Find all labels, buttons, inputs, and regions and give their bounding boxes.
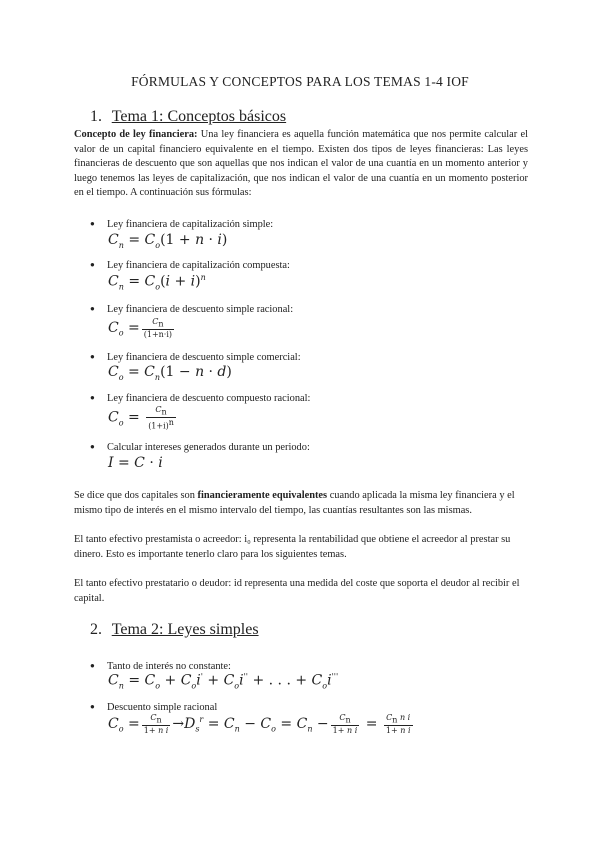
document-title: FÓRMULAS Y CONCEPTOS PARA LOS TEMAS 1-4 IOF — [131, 74, 469, 89]
formula-interes-no-constante: $C_n = C_o + C_oi' + C_oi''$ + . . . + $C_oi'''$ — [108, 672, 339, 691]
bullet-icon: ● — [90, 702, 95, 711]
bullet-icon: ● — [90, 304, 95, 313]
equiv-text-after: cuando aplicada la misma ley financiera y el mismo tipo de interés en el mismo intervalo del tiempo, las cuantías resultantes son las mismas. — [74, 490, 515, 516]
bullet-label: Tanto de interés no constante: — [107, 661, 231, 672]
bullet-icon: ● — [90, 393, 95, 402]
bullet-label: Ley financiera de descuento simple comercial: — [107, 352, 301, 363]
bullet-icon: ● — [90, 219, 95, 228]
section-1-heading — [90, 108, 286, 126]
bullet-intereses-periodo — [90, 440, 310, 454]
formula-descuento-simple-comercial: $C_o = C_n(1 - n \cdot d)$ — [108, 364, 232, 382]
bullet-interes-no-constante — [90, 659, 231, 673]
bullet-capitalizacion-compuesta — [90, 258, 290, 272]
bullet-icon: ● — [90, 352, 95, 361]
section-2-heading — [90, 621, 259, 639]
bullet-label: Descuento simple racional — [107, 702, 218, 713]
formula-descuento-simple-racional: $C_o$ = $\frac{C_n}{(1+n\cdot i)}$ — [108, 317, 173, 339]
section-2-number: 2. — [90, 621, 102, 638]
bullet-label: Ley financiera de capitalización compuesta: — [107, 260, 290, 271]
bullet-label: Ley financiera de descuento compuesto racional: — [107, 393, 311, 404]
formula-capitalizacion-compuesta: $C_n = C_o(i + i)^n$ — [108, 273, 206, 292]
equiv-term: financieramente equivalentes — [197, 490, 328, 501]
lender-rate-paragraph: El tanto efectivo prestamista o acreedor: i₀ representa la rentabilidad que obtiene el acreedor al prestar su dinero. Esto es importante tenerlo claro para los siguientes temas. — [74, 534, 511, 560]
formula-intereses: I = C · i — [108, 455, 163, 471]
bullet-descuento-simple-comercial — [90, 350, 301, 364]
formula-descuento-compuesto-racional: $C_o$ = $\frac{C_n}{(1+i)^n}$ — [108, 405, 174, 431]
equivalence-paragraph — [74, 489, 528, 518]
bullet-icon: ● — [90, 260, 95, 269]
bullet-label: Calcular intereses generados durante un periodo: — [107, 442, 310, 453]
intro-paragraph — [74, 128, 528, 201]
bullet-capitalizacion-simple — [90, 217, 273, 231]
formula-capitalizacion-simple: $C_n = C_o(1 + n \cdot i)$ — [108, 232, 228, 250]
bullet-icon: ● — [90, 442, 95, 451]
bullet-descuento-simple-racional-2 — [90, 700, 217, 714]
intro-term: Concepto de ley financiera: — [74, 129, 198, 140]
formula-descuento-simple-racional-2: $C_o$ = $\frac{C_n}{\text{1+ n i}}$ $\to D_s^r = C_n - C_o = C_n$ − $\frac{C_n}{\text{1+ n i}}$ = $\frac{C_n n i}{\text{1+ n i}}$ — [108, 713, 411, 735]
equiv-text-before: Se dice que dos capitales son — [74, 490, 198, 501]
bullet-descuento-simple-racional — [90, 302, 293, 316]
section-1-title: Tema 1: Conceptos básicos — [111, 108, 287, 125]
section-2-title: Tema 2: Leyes simples — [111, 621, 259, 638]
section-1-number: 1. — [90, 108, 102, 125]
bullet-descuento-compuesto-racional — [90, 391, 310, 405]
bullet-label: Ley financiera de descuento simple racional: — [107, 304, 294, 315]
bullet-icon: ● — [90, 661, 95, 670]
intro-text: Una ley financiera es aquella función matemática que nos permite calcular el valor de un capital financiero equivalente en el tiempo. Existen dos tipos de leyes financieras: Las leyes financieras de descuento que son aquellas que nos indican el valor de una cuantía en un momento anterior y luego tenemos las leyes de capitalización, que nos indican el valor de una cuantía en un momento posterior en el tiempo. A continuación sus fórmulas: — [74, 129, 528, 199]
bullet-label: Ley financiera de capitalización simple: — [107, 219, 274, 230]
borrower-rate-paragraph: El tanto efectivo prestatario o deudor: id representa una medida del coste que soporta el deudor al recibir el capital. — [74, 578, 520, 604]
